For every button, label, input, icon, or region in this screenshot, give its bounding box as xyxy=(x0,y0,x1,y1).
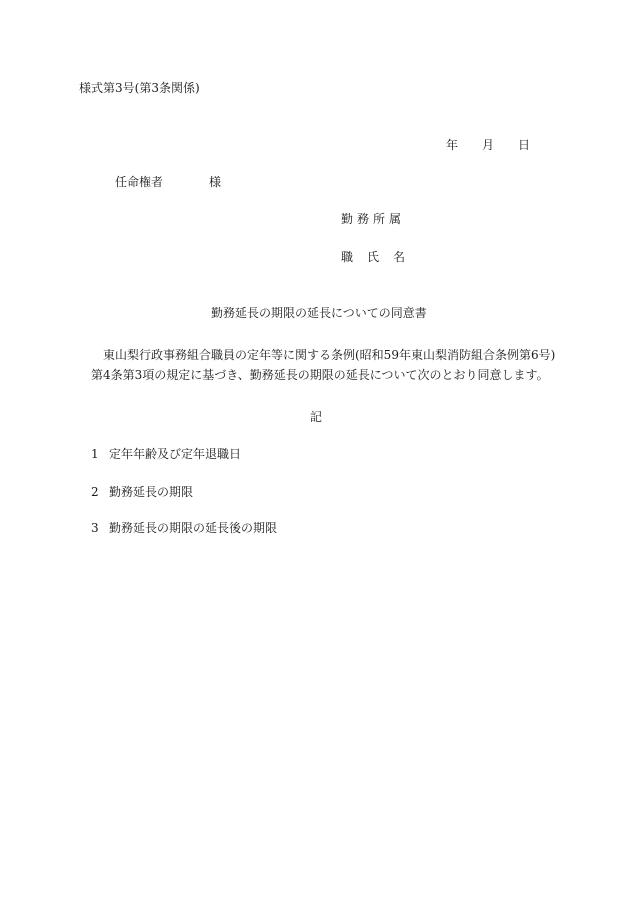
year-label: 年 xyxy=(446,138,459,152)
item-number: 1 xyxy=(91,447,99,461)
body-line-2: 第4条第3項の規定に基づき、勤務延長の期限の延長について次のとおり同意します。 xyxy=(91,368,549,382)
item-label: 勤務延長の期限の延長後の期限 xyxy=(109,521,278,535)
item-label: 定年年齢及び定年退職日 xyxy=(109,447,242,461)
position-name-label xyxy=(341,250,405,264)
form-number: 様式第3号(第3条関係) xyxy=(79,81,200,95)
list-item xyxy=(91,521,277,535)
item-number: 3 xyxy=(91,521,99,535)
body-line-1: 東山梨行政事務組合職員の定年等に関する条例(昭和59年東山梨消防組合条例第6号) xyxy=(103,348,556,362)
day-label: 日 xyxy=(518,138,531,152)
name-label: 氏 xyxy=(367,250,380,264)
item-label: 勤務延長の期限 xyxy=(109,485,194,499)
addressee-honorific: 様 xyxy=(209,175,222,189)
name-suffix: 名 xyxy=(393,250,406,264)
date-line xyxy=(446,138,530,152)
month-label: 月 xyxy=(482,138,495,152)
document-title: 勤務延長の期限の延長についての同意書 xyxy=(211,306,427,320)
position-label: 職 xyxy=(341,250,354,264)
list-item xyxy=(91,447,241,461)
list-item xyxy=(91,485,193,499)
addressee-title: 任命権者 xyxy=(115,175,164,189)
body-text xyxy=(91,345,561,385)
affiliation-label: 勤務所属 xyxy=(341,212,406,226)
note-heading: 記 xyxy=(310,410,323,424)
addressee xyxy=(115,175,221,189)
item-number: 2 xyxy=(91,485,99,499)
